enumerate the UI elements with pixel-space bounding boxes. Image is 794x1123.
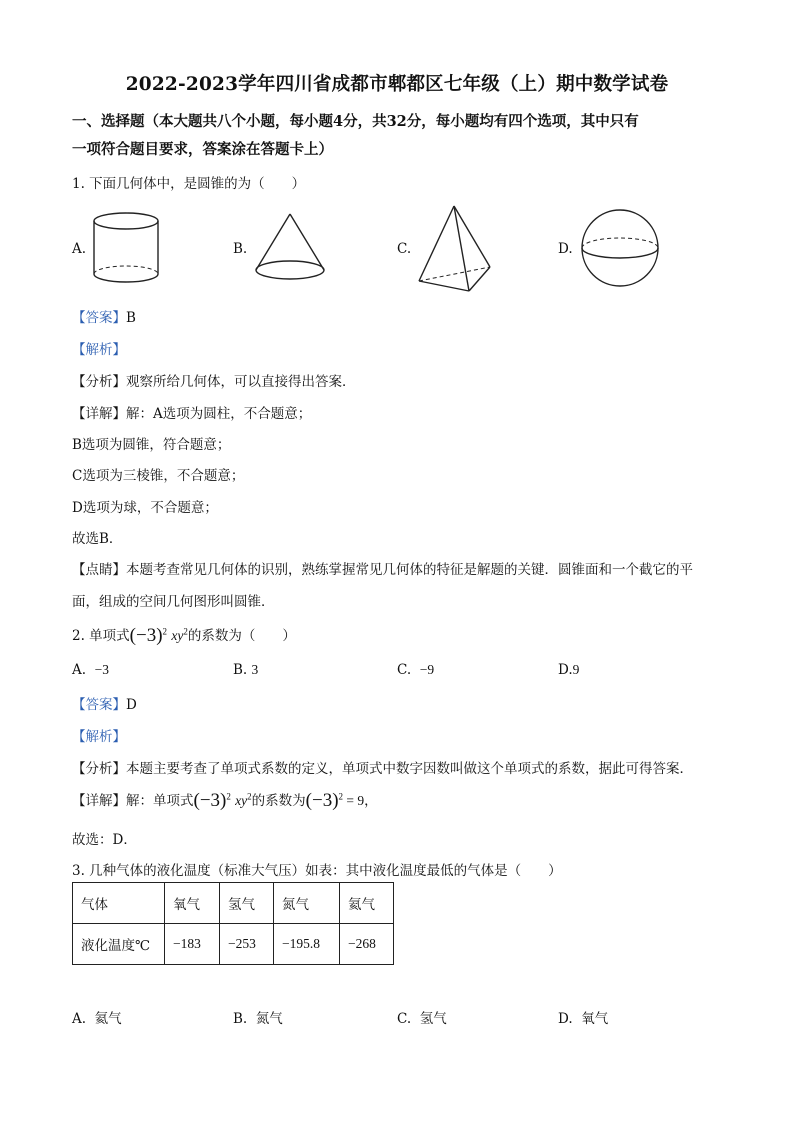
table-cell: 液化温度℃	[73, 924, 165, 965]
q3-option-b[interactable]: B. 氮气	[233, 1011, 283, 1027]
q3-stem: 3. 几种气体的液化温度（标准大气压）如表：其中液化温度最低的气体是（ ）	[72, 863, 562, 879]
gas-temperature-table	[72, 882, 394, 965]
table-row	[73, 924, 394, 965]
table-cell: 气体	[73, 883, 165, 924]
q1-option-a-label[interactable]: A.	[72, 241, 87, 257]
q2-option-b[interactable]: B. 3	[233, 662, 259, 678]
pyramid-icon	[415, 203, 495, 295]
table-cell: −183	[165, 924, 220, 965]
table-header-row	[73, 883, 394, 924]
table-cell: 氦气	[340, 883, 394, 924]
q1-line-c: C选项为三棱锥，不合题意；	[72, 468, 245, 484]
q1-analysis-heading: 【解析】	[72, 342, 126, 358]
q1-xiangjie: 【详解】解：A选项为圆柱，不合题意；	[72, 406, 312, 422]
sphere-icon	[578, 206, 662, 290]
table-cell: 氧气	[165, 883, 220, 924]
section-heading-line2: 一项符合题目要求，答案涂在答题卡上）	[72, 141, 333, 158]
q2-option-c[interactable]: C. −9	[397, 662, 435, 678]
q2-option-a[interactable]: A. −3	[72, 662, 110, 678]
table-cell: 氢气	[220, 883, 274, 924]
cylinder-icon	[90, 208, 162, 288]
table-cell: −253	[220, 924, 274, 965]
q3-option-d[interactable]: D. 氧气	[558, 1011, 609, 1027]
q1-stem: 1. 下面几何体中，是圆锥的为（ ）	[72, 176, 306, 192]
q3-option-c[interactable]: C. 氢气	[397, 1011, 447, 1027]
q2-fenxi: 【分析】本题主要考查了单项式系数的定义，单项式中数字因数叫做这个单项式的系数，据此可得答案．	[72, 761, 693, 777]
q1-answer: 【答案】B	[72, 310, 136, 326]
q2-stem: 2. 单项式$(-3)^2$ $xy^2$的系数为（ ）	[72, 625, 296, 646]
q1-line-d: D选项为球，不合题意；	[72, 500, 218, 516]
cone-icon	[252, 210, 328, 286]
table-cell: −268	[340, 924, 394, 965]
q2-answer: 【答案】D	[72, 697, 137, 713]
q2-xiangjie: 【详解】解：单项式$(-3)^2$ $xy^2$的系数为$(-3)^2 = 9$，	[72, 790, 378, 811]
q2-option-d[interactable]: D.9	[558, 662, 580, 678]
q1-fenxi: 【分析】观察所给几何体，可以直接得出答案．	[72, 374, 356, 390]
table-cell: 氮气	[274, 883, 340, 924]
section-heading-line1: 一、选择题（本大题共八个小题，每小题4分，共32分，每小题均有四个选项，其中只有	[72, 113, 639, 130]
q2-analysis-heading: 【解析】	[72, 729, 126, 745]
table-cell: −195.8	[274, 924, 340, 965]
q3-option-a[interactable]: A. 氦气	[72, 1011, 122, 1027]
q1-option-c-label[interactable]: C.	[397, 241, 412, 257]
q1-option-b-label[interactable]: B.	[233, 241, 248, 257]
q1-line-b: B选项为圆锥，符合题意；	[72, 437, 231, 453]
q1-dianjing-line2: 面，组成的空间几何图形叫圆锥．	[72, 594, 275, 610]
q2-conclusion: 故选：D．	[72, 832, 137, 848]
page-title: 2022-2023学年四川省成都市郫都区七年级（上）期中数学试卷	[125, 74, 669, 95]
q1-conclusion: 故选B．	[72, 531, 123, 547]
q1-dianjing-line1: 【点睛】本题考查常见几何体的识别，熟练掌握常见几何体的特征是解题的关键．圆锥面和一个截它的平	[72, 562, 693, 578]
q1-option-d-label[interactable]: D.	[558, 241, 573, 257]
